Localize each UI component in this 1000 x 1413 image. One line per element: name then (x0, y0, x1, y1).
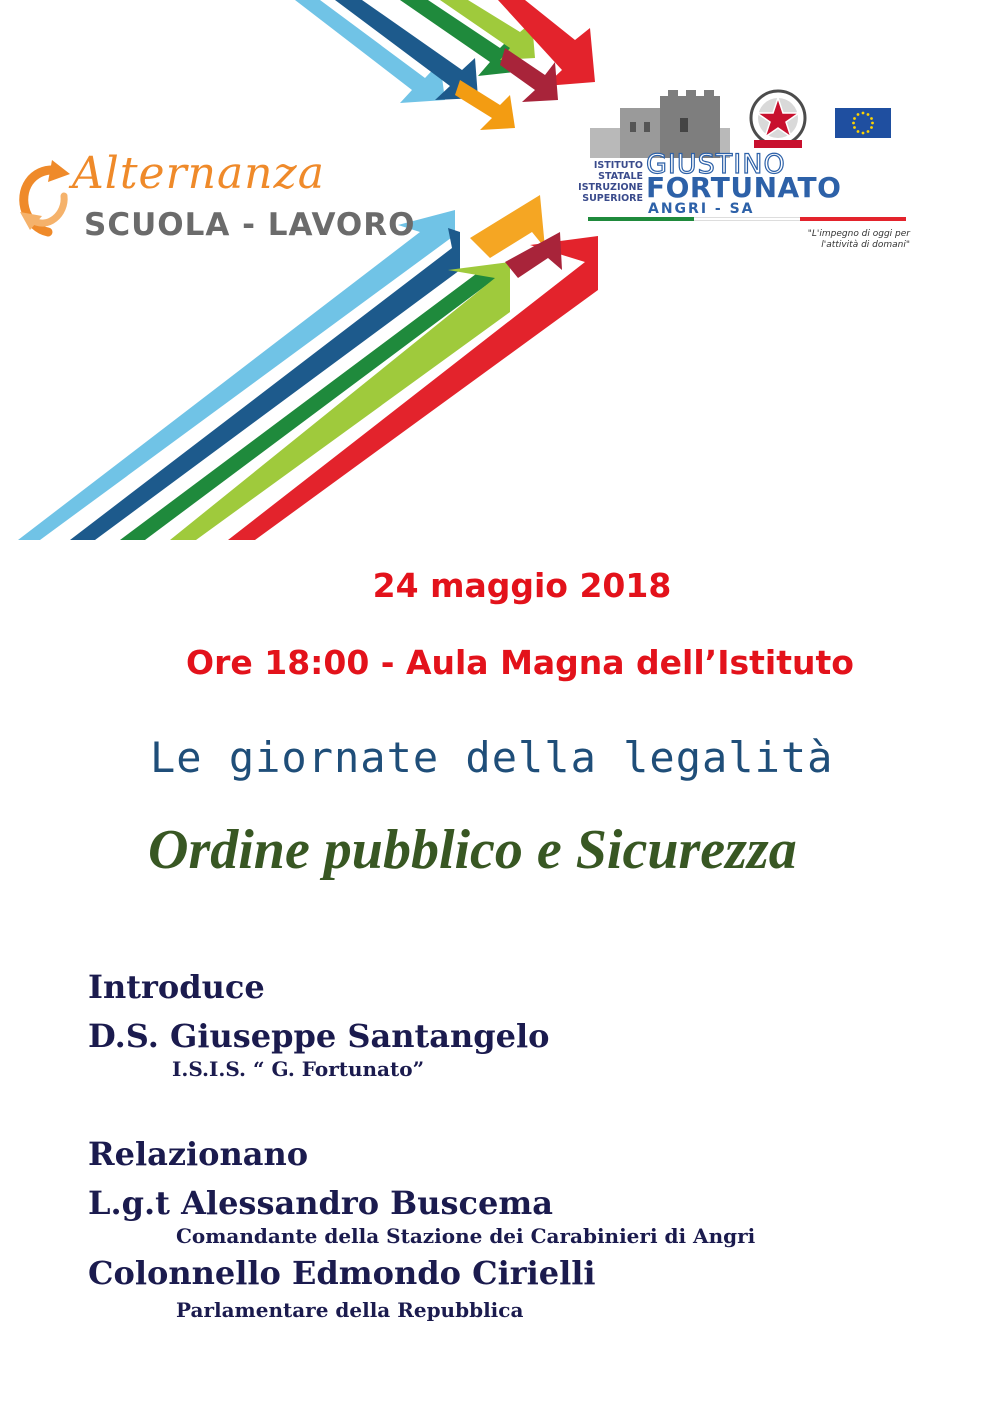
institute-line-3: ISTRUZIONE (578, 182, 643, 193)
top-arrow-orange (455, 80, 515, 130)
institute-line-4: SUPERIORE (582, 193, 643, 204)
event-date: 24 maggio 2018 (372, 566, 672, 605)
institute-type (548, 160, 643, 204)
institute-line-1: ISTITUTO (593, 160, 643, 171)
motto-line-1: "L'impegno di oggi per (807, 229, 910, 239)
alternanza-subtitle: SCUOLA - LAVORO (84, 207, 416, 243)
event-time-place: Ore 18:00 - Aula Magna dell’Istituto (186, 643, 854, 682)
alternanza-swirl-icon (12, 160, 74, 242)
castle-building-icon (590, 88, 730, 158)
arrows-graphic (0, 0, 1000, 560)
tricolor-line (588, 217, 906, 221)
speakers-section (88, 1134, 968, 1323)
motto-line-2: l'attività di domani" (821, 240, 910, 250)
rising-arrows (18, 195, 598, 540)
italian-republic-emblem-icon (742, 86, 814, 152)
intro-role: I.S.I.S. “ G. Fortunato” (172, 1057, 425, 1081)
alternanza-title: Alternanza (72, 148, 325, 199)
speaker-name: L.g.t Alessandro Buscema (88, 1184, 553, 1222)
institute-line-2: STATALE (598, 171, 643, 182)
intro-section (88, 967, 968, 1082)
intro-heading: Introduce (88, 968, 265, 1006)
institute-location: ANGRI - SA (648, 201, 755, 217)
institute-name-top: GIUSTINO (646, 149, 786, 180)
event-subtitle: Ordine pubblico e Sicurezza (148, 819, 797, 881)
eu-flag-icon (835, 108, 891, 138)
event-title: Le giornate della legalità (150, 733, 834, 782)
institute-name-main: FORTUNATO (646, 171, 842, 204)
speakers-heading: Relazionano (88, 1135, 309, 1173)
intro-name: D.S. Giuseppe Santangelo (88, 1017, 550, 1055)
institute-motto (760, 229, 910, 251)
speaker-name: Colonnello Edmondo Cirielli (88, 1254, 596, 1292)
speaker-role: Parlamentare della Repubblica (176, 1298, 524, 1322)
speaker-role: Comandante della Stazione dei Carabinieri di Angri (176, 1224, 756, 1248)
top-arrows (295, 0, 595, 130)
